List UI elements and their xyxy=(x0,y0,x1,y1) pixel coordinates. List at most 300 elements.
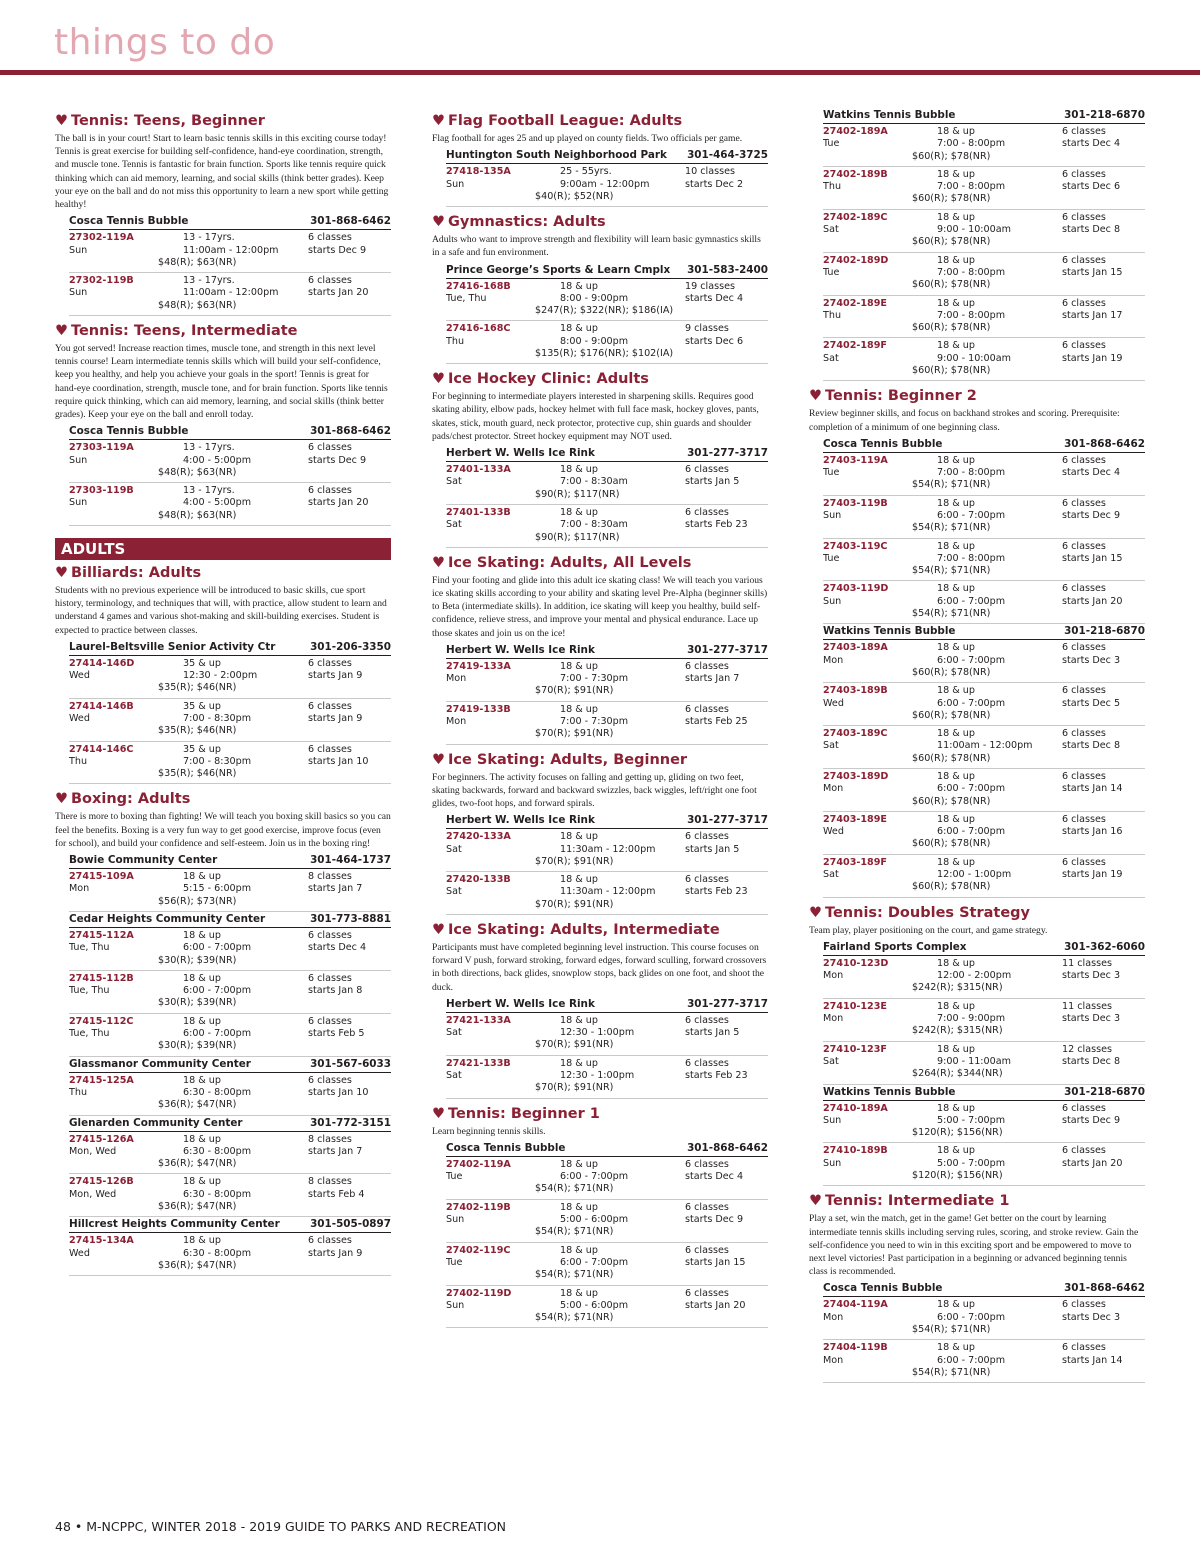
session-details-cell xyxy=(937,583,1062,608)
session-fee-row xyxy=(446,856,768,868)
session-fee-row xyxy=(823,796,1145,808)
session-time: 8:00 - 9:00pm xyxy=(560,292,629,304)
session-body xyxy=(823,1001,1145,1038)
heart-icon: ♥ xyxy=(809,388,822,405)
session-classes: 6 classes xyxy=(1062,770,1106,782)
session-row xyxy=(446,505,768,548)
course-block xyxy=(432,554,768,745)
session-fee-row xyxy=(823,1068,1145,1080)
session-row xyxy=(446,1013,768,1056)
course-title-text: Flag Football League: Adults xyxy=(448,113,683,129)
session-classes: 6 classes xyxy=(685,831,729,843)
session-count-cell xyxy=(1062,255,1145,280)
location-header xyxy=(823,940,1145,956)
location-header xyxy=(69,853,391,869)
session-main xyxy=(823,126,1145,151)
session-time: 7:00 - 8:30am xyxy=(560,476,628,488)
session-classes: 6 classes xyxy=(685,660,729,672)
column-3 xyxy=(809,108,1145,1389)
session-classes: 6 classes xyxy=(308,700,352,712)
session-days: Wed xyxy=(69,670,90,682)
session-row xyxy=(69,230,391,273)
course-description: Play a set, win the match, get in the game! Get better on the court by learning intermediate tennis skills including serving rules, scoring, and stroke review. Gain the self-confidence you need to win in this exciting sport and be empowered to move to next level victories! Past participation in a beginning or advanced beginning tennis class is recommended. xyxy=(809,1213,1139,1278)
course-code: 27303-119B xyxy=(69,485,134,497)
course-code: 27418-135A xyxy=(446,166,511,178)
session-details-cell xyxy=(937,685,1062,710)
course-code: 27402-119D xyxy=(446,1287,512,1299)
session-days: Tue, Thu xyxy=(69,985,110,997)
session-row xyxy=(823,296,1145,339)
session-fee: $54(R); $71(NR) xyxy=(535,1183,614,1195)
session-id-cell xyxy=(823,126,937,151)
location-header xyxy=(446,446,768,462)
session-start: starts Jan 15 xyxy=(1062,552,1123,564)
session-fee: $242(R); $315(NR) xyxy=(912,1025,1003,1037)
session-row xyxy=(446,1286,768,1329)
session-id-cell xyxy=(823,583,937,608)
session-age: 18 & up xyxy=(937,1043,975,1055)
session-classes: 10 classes xyxy=(685,166,735,178)
session-age: 18 & up xyxy=(937,642,975,654)
session-count-cell xyxy=(308,744,391,769)
location-header xyxy=(69,424,391,440)
session-age: 18 & up xyxy=(183,1015,221,1027)
session-row xyxy=(446,1157,768,1200)
course-title-text: Gymnastics: Adults xyxy=(448,214,606,231)
session-body xyxy=(69,1235,391,1272)
session-details-cell xyxy=(937,498,1062,523)
session-start: starts Dec 6 xyxy=(685,335,744,347)
session-time: 7:00 - 8:00pm xyxy=(937,138,1006,150)
session-count-cell xyxy=(1062,1342,1145,1367)
session-age: 18 & up xyxy=(937,540,975,552)
session-body xyxy=(823,771,1145,808)
location-phone: 301-773-8881 xyxy=(310,912,391,925)
session-id-cell xyxy=(446,1159,560,1184)
session-fee: $120(R); $156(NR) xyxy=(912,1127,1003,1139)
session-start: starts Feb 4 xyxy=(308,1188,365,1200)
session-start: starts Feb 23 xyxy=(685,886,748,898)
session-fee: $48(R); $63(NR) xyxy=(158,299,237,311)
session-details-cell xyxy=(183,275,308,300)
location-phone: 301-868-6462 xyxy=(310,215,391,228)
session-fee-row xyxy=(446,1226,768,1238)
session-age: 18 & up xyxy=(937,856,975,868)
session-id-cell xyxy=(446,1245,560,1270)
session-days: Sun xyxy=(823,1157,842,1169)
session-fee-row xyxy=(69,1201,391,1213)
course-title-text: Boxing: Adults xyxy=(71,791,191,808)
heart-icon: ♥ xyxy=(432,1105,445,1122)
session-classes: 6 classes xyxy=(308,1015,352,1027)
session-age: 18 & up xyxy=(560,1287,598,1299)
session-age: 18 & up xyxy=(937,770,975,782)
session-body xyxy=(446,166,768,203)
session-fee: $242(R); $315(NR) xyxy=(912,982,1003,994)
session-start: starts Dec 3 xyxy=(1062,1311,1121,1323)
session-age: 18 & up xyxy=(937,1145,975,1157)
session-row xyxy=(823,769,1145,812)
course-code: 27415-109A xyxy=(69,871,134,883)
session-fee-row xyxy=(69,510,391,522)
session-main xyxy=(823,298,1145,323)
session-start: starts Jan 14 xyxy=(1062,783,1123,795)
session-main xyxy=(69,1235,391,1260)
page-title: things to do xyxy=(54,22,276,63)
session-body xyxy=(69,973,391,1010)
session-main xyxy=(69,232,391,257)
session-start: starts Dec 3 xyxy=(1062,654,1121,666)
session-days: Sat xyxy=(446,886,462,898)
course-block xyxy=(432,112,768,207)
session-fee-row xyxy=(823,279,1145,291)
session-days: Sun xyxy=(69,287,88,299)
course-description: You got served! Increase reaction times, muscle tone, and strength in this next level tennis course! Learn intermediate tennis skills which will build your self-confidence, keep you healthy, and help you achieve your goals in the sport! Tennis is great for hand-eye coordination, strength, muscle tone, and for brain function. Sports like tennis require quick thinking, which can aid memory, learning, and social skills (think better grades). Keep your eye on the ball and enroll today. xyxy=(55,343,388,421)
session-id-cell xyxy=(823,1001,937,1026)
session-id-cell xyxy=(823,728,937,753)
session-body xyxy=(69,1016,391,1053)
session-fee-row xyxy=(823,1324,1145,1336)
session-time: 6:00 - 7:00pm xyxy=(937,1311,1006,1323)
session-fee: $70(R); $91(NR) xyxy=(535,1082,614,1094)
session-fee-row xyxy=(823,151,1145,163)
heart-icon: ♥ xyxy=(432,214,445,231)
session-count-cell xyxy=(685,166,768,191)
session-days: Sat xyxy=(446,843,462,855)
location-header xyxy=(69,1217,391,1233)
session-classes: 6 classes xyxy=(308,1074,352,1086)
session-age: 18 & up xyxy=(937,1299,975,1311)
session-age: 18 & up xyxy=(560,1014,598,1026)
session-start: starts Jan 20 xyxy=(1062,595,1123,607)
session-details-cell xyxy=(560,704,685,729)
session-details-cell xyxy=(937,340,1062,365)
session-days: Mon xyxy=(69,883,90,895)
session-age: 18 & up xyxy=(183,1074,221,1086)
course-title-text: Ice Skating: Adults, Beginner xyxy=(448,751,688,768)
location-header xyxy=(69,1116,391,1132)
session-count-cell xyxy=(685,1245,768,1270)
session-fee: $30(R); $39(NR) xyxy=(158,997,237,1009)
session-details-cell xyxy=(560,1202,685,1227)
course-title xyxy=(809,1192,1145,1210)
session-details-cell xyxy=(937,1145,1062,1170)
session-row xyxy=(446,829,768,872)
session-classes: 6 classes xyxy=(685,1201,729,1213)
session-id-cell xyxy=(69,485,183,510)
session-classes: 6 classes xyxy=(1062,497,1106,509)
session-start: starts Dec 4 xyxy=(1062,467,1121,479)
session-main xyxy=(69,1075,391,1100)
session-age: 13 - 17yrs. xyxy=(183,275,235,287)
course-code: 27414-146C xyxy=(69,743,134,755)
session-fee: $60(R); $78(NR) xyxy=(912,752,991,764)
session-fee: $247(R); $322(NR); $186(IA) xyxy=(535,305,674,317)
session-main xyxy=(823,1001,1145,1026)
session-details-cell xyxy=(183,1016,308,1041)
session-details-cell xyxy=(183,1134,308,1159)
session-start: starts Jan 5 xyxy=(685,1027,740,1039)
session-details-cell xyxy=(937,126,1062,151)
session-count-cell xyxy=(685,661,768,686)
session-row xyxy=(823,338,1145,381)
location-phone: 301-868-6462 xyxy=(687,1141,768,1154)
course-block xyxy=(432,751,768,915)
location-name: Cosca Tennis Bubble xyxy=(69,215,189,228)
session-fee-row xyxy=(69,682,391,694)
course-title xyxy=(432,112,768,130)
session-count-cell xyxy=(308,1235,391,1260)
session-row xyxy=(446,1200,768,1243)
session-time: 8:00 - 9:00pm xyxy=(560,335,629,347)
session-body xyxy=(446,1245,768,1282)
session-details-cell xyxy=(937,728,1062,753)
session-body xyxy=(823,255,1145,292)
location-phone: 301-583-2400 xyxy=(687,263,768,276)
session-body xyxy=(69,275,391,312)
session-row xyxy=(446,164,768,207)
session-main xyxy=(823,169,1145,194)
session-fee-row xyxy=(69,955,391,967)
session-days: Sun xyxy=(446,178,465,190)
session-start: starts Jan 8 xyxy=(308,985,363,997)
session-id-cell xyxy=(446,166,560,191)
course-block xyxy=(432,370,768,548)
session-days: Sat xyxy=(446,519,462,531)
session-age: 18 & up xyxy=(937,340,975,352)
course-description: Flag football for ages 25 and up played on county fields. Two officials per game. xyxy=(432,133,743,144)
session-details-cell xyxy=(937,857,1062,882)
session-age: 18 & up xyxy=(183,929,221,941)
session-row xyxy=(823,812,1145,855)
session-age: 18 & up xyxy=(183,1235,221,1247)
course-description: Learn beginning tennis skills. xyxy=(432,1125,546,1137)
session-details-cell xyxy=(183,871,308,896)
session-details-cell xyxy=(560,1159,685,1184)
session-main xyxy=(69,658,391,683)
page-footer: 48 • M-NCPPC, WINTER 2018 - 2019 GUIDE TO PARKS AND RECREATION xyxy=(55,1519,507,1534)
course-code: 27419-133B xyxy=(446,703,511,715)
session-age: 18 & up xyxy=(937,685,975,697)
session-fee-row xyxy=(823,1025,1145,1037)
session-main xyxy=(823,857,1145,882)
session-fee: $60(R); $78(NR) xyxy=(912,881,991,893)
course-title xyxy=(809,904,1145,922)
session-id-cell xyxy=(69,973,183,998)
session-body xyxy=(823,685,1145,722)
session-id-cell xyxy=(823,455,937,480)
session-fee-row xyxy=(823,982,1145,994)
session-fee-row xyxy=(823,479,1145,491)
session-fee-row xyxy=(823,710,1145,722)
session-age: 18 & up xyxy=(560,660,598,672)
session-start: starts Dec 3 xyxy=(1062,1013,1121,1025)
course-description: Team play, player positioning on the court, and game strategy. xyxy=(809,924,1048,936)
session-id-cell xyxy=(823,814,937,839)
session-classes: 8 classes xyxy=(308,1133,352,1145)
session-fee-row xyxy=(446,685,768,697)
session-main xyxy=(823,340,1145,365)
session-body xyxy=(69,701,391,738)
session-age: 13 - 17yrs. xyxy=(183,232,235,244)
session-details-cell xyxy=(937,814,1062,839)
session-classes: 6 classes xyxy=(1062,813,1106,825)
session-details-cell xyxy=(183,1235,308,1260)
course-code: 27402-189F xyxy=(823,340,887,352)
session-body xyxy=(69,485,391,522)
session-days: Mon, Wed xyxy=(69,1188,117,1200)
session-fee: $60(R); $78(NR) xyxy=(912,322,991,334)
session-id-cell xyxy=(69,744,183,769)
session-fee: $54(R); $71(NR) xyxy=(535,1269,614,1281)
session-row xyxy=(69,440,391,483)
session-details-cell xyxy=(937,1342,1062,1367)
session-time: 7:00 - 7:30pm xyxy=(560,673,629,685)
session-body xyxy=(446,1015,768,1052)
heart-icon: ♥ xyxy=(809,1193,822,1210)
session-count-cell xyxy=(1062,541,1145,566)
session-fee-row xyxy=(823,753,1145,765)
session-fee-row xyxy=(823,236,1145,248)
session-days: Mon xyxy=(823,783,844,795)
session-start: starts Dec 8 xyxy=(1062,740,1121,752)
session-days: Thu xyxy=(69,755,88,767)
location-header xyxy=(69,640,391,656)
course-code: 27416-168C xyxy=(446,323,511,335)
location-name: Herbert W. Wells Ice Rink xyxy=(446,997,595,1010)
course-block xyxy=(809,904,1145,1187)
session-start: starts Jan 7 xyxy=(685,673,740,685)
session-details-cell xyxy=(937,255,1062,280)
heart-icon: ♥ xyxy=(809,904,822,921)
location-phone: 301-464-3725 xyxy=(687,149,768,162)
session-time: 6:00 - 7:00pm xyxy=(560,1171,629,1183)
session-fee: $60(R); $78(NR) xyxy=(912,666,991,678)
session-fee-row xyxy=(446,348,768,360)
location-phone: 301-218-6870 xyxy=(1064,109,1145,121)
session-details-cell xyxy=(560,323,685,348)
course-block xyxy=(55,790,391,1276)
session-start: starts Jan 10 xyxy=(308,1086,369,1098)
location-name: Huntington South Neighborhood Park xyxy=(446,149,667,162)
session-row xyxy=(823,640,1145,683)
session-time: 5:00 - 6:00pm xyxy=(560,1214,629,1226)
course-description: The ball is in your court! Start to learn basic tennis skills in this exciting course today! Tennis is great exercise for building self-confidence, hand-eye coordination, strength, and muscle tone. Tennis is fantastic for brain function. Sports like tennis require quick thinking which can aid memory, learning, and social skills (think better grades). Keep your eye on the ball and do not miss this opportunity to learn a new sport while getting healthy! xyxy=(55,133,389,211)
session-body xyxy=(823,1044,1145,1081)
course-description: For beginning to intermediate players interested in sharpening skills. Requires good skating ability, elbow pads, hockey helmet with full face mask, hockey gloves, pants, skates, stick, mouth guard, neck protector, protective cup, shin guards and shoulder pads/chest protector. Street hockey equipment may NOT used. xyxy=(432,391,759,442)
session-id-cell xyxy=(446,1058,560,1083)
session-time: 11:00am - 12:00pm xyxy=(937,740,1033,752)
session-start: starts Dec 4 xyxy=(685,292,744,304)
session-main xyxy=(823,1103,1145,1128)
course-code: 27404-119A xyxy=(823,1299,888,1311)
heart-icon: ♥ xyxy=(55,565,68,581)
course-code: 27420-133A xyxy=(446,831,511,843)
session-body xyxy=(823,814,1145,851)
course-title-text: Billiards: Adults xyxy=(71,565,202,581)
session-time: 6:30 - 8:00pm xyxy=(183,1086,252,1098)
session-days: Mon xyxy=(446,716,467,728)
session-age: 18 & up xyxy=(937,1000,975,1012)
session-body xyxy=(446,831,768,868)
session-classes: 6 classes xyxy=(1062,540,1106,552)
course-code: 27403-189A xyxy=(823,642,888,654)
session-id-cell xyxy=(823,1103,937,1128)
location-header xyxy=(446,1141,768,1157)
session-row xyxy=(823,210,1145,253)
session-fee-row xyxy=(446,532,768,544)
session-count-cell xyxy=(685,281,768,306)
session-details-cell xyxy=(560,166,685,191)
session-classes: 6 classes xyxy=(308,232,352,244)
course-description: Students with no previous experience will be introduced to basic skills, cue sport history, terminology, and techniques that will, with practice, allow student to learn and understand 4 games and various shot-making and skill-building exercises. Student is expected to practice between classes. xyxy=(55,585,387,636)
location-header xyxy=(69,214,391,230)
session-body xyxy=(823,583,1145,620)
session-count-cell xyxy=(685,1202,768,1227)
session-id-cell xyxy=(446,831,560,856)
session-start: starts Jan 5 xyxy=(685,843,740,855)
session-id-cell xyxy=(69,701,183,726)
session-details-cell xyxy=(560,507,685,532)
session-id-cell xyxy=(69,930,183,955)
location-header xyxy=(823,437,1145,453)
session-id-cell xyxy=(446,874,560,899)
location-name: Laurel-Beltsville Senior Activity Ctr xyxy=(69,640,276,653)
session-classes: 6 classes xyxy=(1062,1342,1106,1354)
course-description: Find your footing and glide into this adult ice skating class! We will teach you various ice skating skills according to your ability and skating level Pre-Alpha (beginner skills) to Beta (intermediate skills). In addition, ice skating will keep you healthy, build self-confidence, relieve stress, and improve your mental and physical endurance. Lace up those skates and join us on the ice! xyxy=(432,574,768,639)
session-details-cell xyxy=(937,1044,1062,1069)
course-block xyxy=(55,564,391,784)
location-header xyxy=(446,997,768,1013)
heart-icon: ♥ xyxy=(432,554,445,571)
session-id-cell xyxy=(69,1235,183,1260)
session-count-cell xyxy=(1062,685,1145,710)
session-row xyxy=(69,1132,391,1175)
session-time: 6:30 - 8:00pm xyxy=(183,1247,252,1259)
location-phone: 301-772-3151 xyxy=(310,1116,391,1129)
session-start: starts Jan 7 xyxy=(308,883,363,895)
session-row xyxy=(69,273,391,316)
session-start: starts Dec 9 xyxy=(685,1214,744,1226)
session-time: 7:00 - 8:00pm xyxy=(937,266,1006,278)
session-days: Sat xyxy=(446,1027,462,1039)
session-time: 12:30 - 2:00pm xyxy=(183,670,258,682)
session-details-cell xyxy=(560,1245,685,1270)
course-code: 27415-112B xyxy=(69,972,134,984)
session-count-cell xyxy=(1062,212,1145,237)
session-id-cell xyxy=(823,1145,937,1170)
session-row xyxy=(446,872,768,915)
session-details-cell xyxy=(183,930,308,955)
session-id-cell xyxy=(823,857,937,882)
session-id-cell xyxy=(823,642,937,667)
session-count-cell xyxy=(308,1176,391,1201)
session-fee-row xyxy=(823,322,1145,334)
session-start: starts Jan 19 xyxy=(1062,869,1123,881)
session-main xyxy=(69,442,391,467)
course-block xyxy=(809,108,1145,381)
session-start: starts Jan 20 xyxy=(308,497,369,509)
session-start: starts Dec 3 xyxy=(1062,970,1121,982)
course-title xyxy=(432,921,768,939)
session-count-cell xyxy=(685,1058,768,1083)
heart-icon: ♥ xyxy=(432,922,445,939)
location-phone: 301-868-6462 xyxy=(310,425,391,438)
session-age: 18 & up xyxy=(560,1057,598,1069)
course-code: 27402-189A xyxy=(823,126,888,137)
course-block xyxy=(432,1105,768,1329)
location-name: Herbert W. Wells Ice Rink xyxy=(446,814,595,827)
